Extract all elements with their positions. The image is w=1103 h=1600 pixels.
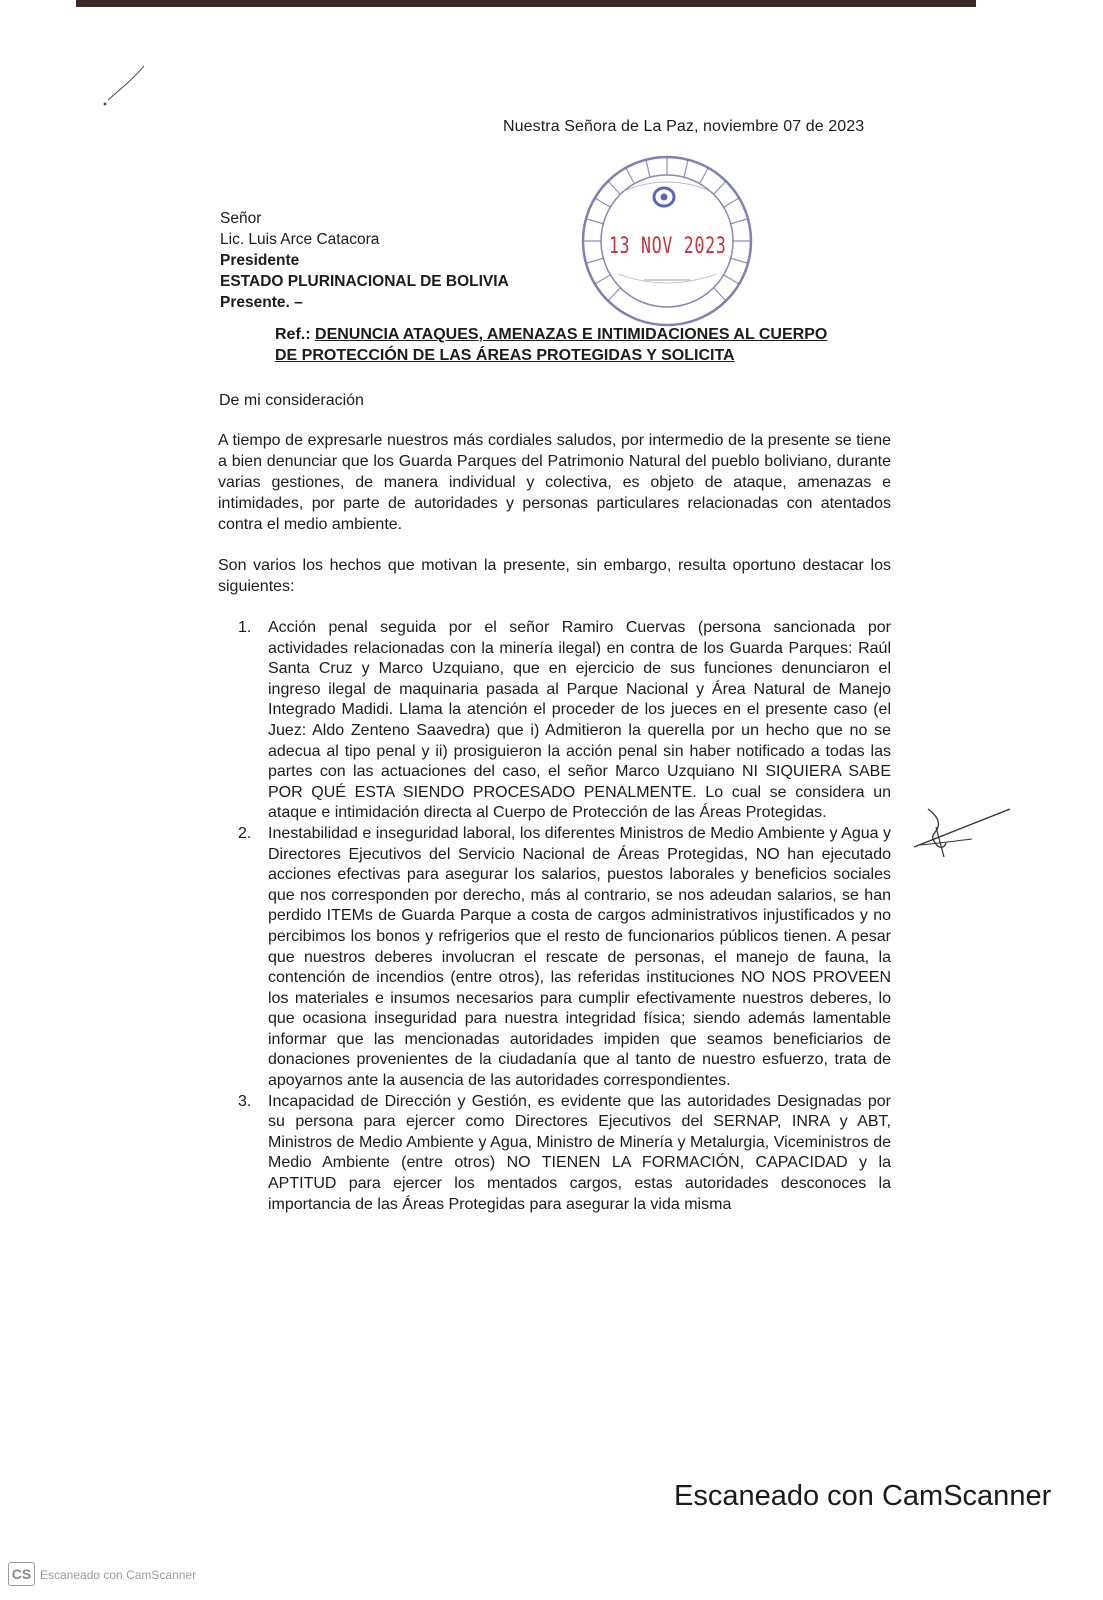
camscanner-footer: Escaneado con CamScanner [40, 1568, 197, 1582]
complaint-list [238, 618, 891, 1215]
recipient-presente: Presente. – [220, 294, 303, 311]
reference-block [275, 324, 895, 366]
paragraph-intro: A tiempo de expresarle nuestros más cordiales saludos, por intermedio de la presente se tiene a bien denunciar que los Guarda Parques del Patrimonio Natural del pueblo boliviano, durante varias gestiones, de manera individual y colectiva, es objeto de ataque, amenazas e intimidades, por parte de autoridades y personas particulares relacionadas con atentados contra el medio ambiente. [218, 432, 891, 533]
paragraph-facts: Son varios los hechos que motivan la presente, sin embargo, resulta oportuno destacar los siguientes: [218, 557, 891, 595]
recipient-salutation: Señor [220, 210, 262, 227]
recipient-organization: ESTADO PLURINACIONAL DE BOLIVIA [220, 273, 509, 290]
list-item-text: Acción penal seguida por el señor Ramiro Cuervas (persona sancionada por actividades relacionadas con la minería ilegal) en contra de los Guarda Parques: Raúl Santa Cruz y Marco Uzquiano, que en ejercicio de sus funciones denunciaron el ingreso ilegal de maquinaria pasada al Parque Nacional y Área Natural de Manejo Integrado Madidi. Llama la atención el proceder de los jueces en el presente caso (el Juez: Aldo Zenteno Saavedra) que i) Admitieron la querella por un hecho que no se adecua al tipo penal y ii) prosiguieron la acción penal sin haber notificado a todas las partes con las actuaciones del caso, el señor Marco Uzquiano NI SIQUIERA SABE POR QUÉ ESTA SIENDO PROCESADO PENALMENTE. Lo cual se considera un ataque e intimidación directa al Cuerpo de Protección de las Áreas Protegidas. [268, 619, 891, 822]
list-item [238, 1092, 891, 1216]
reference-line-1: DENUNCIA ATAQUES, AMENAZAS E INTIMIDACIONES AL CUERPO [315, 326, 828, 343]
list-item [238, 824, 891, 1092]
signature-icon [910, 805, 1015, 860]
list-item [238, 618, 891, 824]
reference-label: Ref.: [275, 326, 311, 343]
letter-date: Nuestra Señora de La Paz, noviembre 07 de 2023 [503, 118, 865, 135]
list-item-number: 1. [238, 619, 252, 636]
scan-top-edge [76, 0, 976, 7]
recipient-name: Lic. Luis Arce Catacora [220, 231, 380, 248]
camscanner-logo-icon: CS [8, 1562, 35, 1586]
pen-mark-icon [100, 60, 150, 110]
list-item-text: Incapacidad de Dirección y Gestión, es evidente que las autoridades Designadas por su persona para ejercer como Directores Ejecutivos del SERNAP, INRA y ABT, Ministros de Medio Ambiente y Agua, Ministro de Minería y Metalurgia, Viceministros de Medio Ambiente (entre otros) NO TIENEN LA FORMACIÓN, CAPACIDAD y la APTITUD para ejercer los mentados cargos, estas autoridades desconoces la importancia de las Áreas Protegidas para asegurar la vida misma [268, 1092, 891, 1213]
recipient-block [220, 208, 509, 313]
list-item-number: 2. [238, 824, 252, 842]
list-item-text: Inestabilidad e inseguridad laboral, los diferentes Ministros de Medio Ambiente y Agua y Directores Ejecutivos del Servicio Nacional de Áreas Protegidas, NO han ejecutado acciones efectivas para asegurar los salarios, puestos laborales y beneficios sociales que nos corresponden por derecho, más al contrario, se nos adeudan salarios, se han perdido ITEMs de Guarda Parque a costa de cargos administrativos injustificados y no percibimos los bonos y refrigerios que el resto de funcionarios públicos tienen. A pesar que nuestros deberes involucran el rescate de personas, el manejo de fauna, la contención de incendios (entre otros), las referidas instituciones NO NOS PROVEEN los materiales e insumos necesarios para cumplir efectivamente nuestros deberes, lo que ocasiona inseguridad para nuestra integridad física; siendo además lamentable informar que las mencionadas autoridades impiden que seamos beneficiarios de donaciones provenientes de la ciudadanía que al tanto de nuestro esfuerzo, trata de apoyarnos ante la ausencia de las autoridades correspondientes. [268, 824, 891, 1090]
stamp-date: 13 NOV 2023 [609, 234, 727, 259]
camscanner-watermark: Escaneado con CamScanner [674, 1480, 1052, 1512]
greeting: De mi consideración [219, 392, 364, 409]
list-item-number: 3. [238, 1092, 252, 1110]
recipient-title: Presidente [220, 252, 300, 269]
reference-line-2: DE PROTECCIÓN DE LAS ÁREAS PROTEGIDAS Y SOLICITA [275, 347, 735, 364]
